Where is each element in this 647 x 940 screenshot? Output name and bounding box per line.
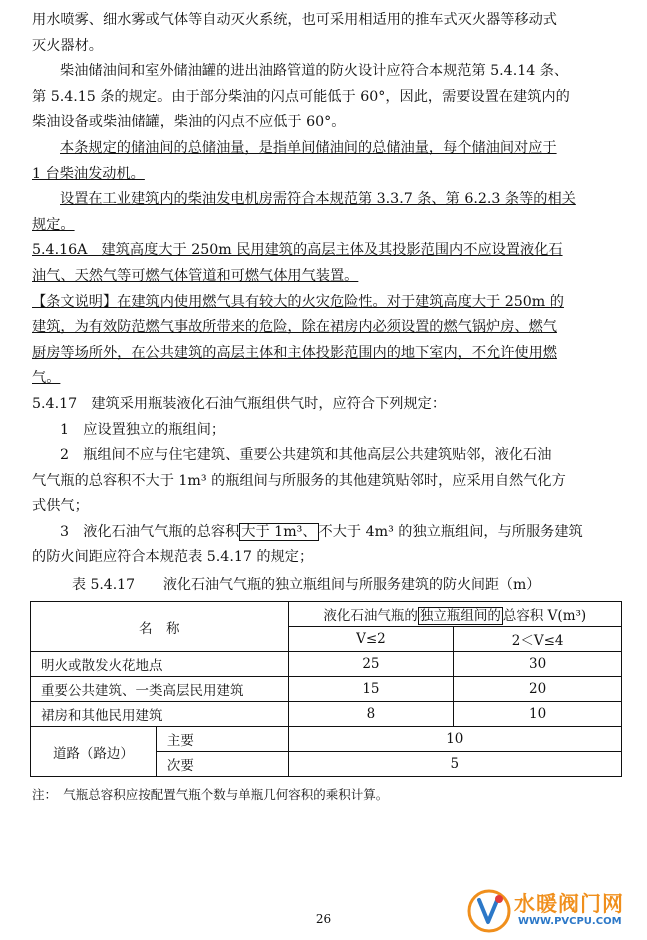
road-minor-label: 次要 bbox=[156, 752, 288, 777]
text-line bbox=[32, 187, 622, 213]
text-line: 第 5.4.15 条的规定。由于部分柴油的闪点可能低于 60°，因此，需要设置在建筑内的 bbox=[32, 88, 570, 105]
boxed-text: 独立瓶组间的 bbox=[419, 608, 501, 625]
clause-explanation-label: 【条文说明】 bbox=[32, 293, 118, 310]
watermark-logo-icon bbox=[466, 888, 512, 934]
row-name: 裙房和其他民用建筑 bbox=[31, 702, 289, 727]
cell-value: 8 bbox=[288, 702, 454, 727]
cell-value: 20 bbox=[454, 677, 622, 702]
table-note: 注： 气瓶总容积应按配置气瓶个数与单瓶几何容积的乘积计算。 bbox=[32, 787, 389, 803]
underlined-text: 油气、天然气等可燃气体管道和可燃气体用气装置。 bbox=[32, 267, 359, 284]
cell-value: 10 bbox=[454, 702, 622, 727]
text-line: 2 瓶组间不应与住宅建筑、重要公共建筑和其他高层公共建筑贴邻，液化石油 bbox=[60, 447, 552, 464]
underlined-text: 气。 bbox=[32, 370, 61, 387]
text-line: 柴油设备或柴油储罐，柴油的闪点不应低于 60°。 bbox=[32, 114, 346, 131]
text-line: 式供气； bbox=[32, 498, 89, 515]
table-row bbox=[31, 677, 622, 702]
page-number: 26 bbox=[315, 912, 332, 926]
text-line bbox=[32, 162, 622, 188]
text-line bbox=[32, 213, 622, 239]
cell-value: 30 bbox=[454, 652, 622, 677]
clause-5-4-16a bbox=[32, 238, 622, 264]
text-line bbox=[32, 520, 622, 546]
table-row bbox=[31, 702, 622, 727]
table-caption: 表 5.4.17 液化石油气气瓶的独立瓶组间与所服务建筑的防火间距（m） bbox=[72, 577, 541, 594]
row-name: 重要公共建筑、一类高层民用建筑 bbox=[31, 677, 289, 702]
document-body bbox=[32, 8, 622, 805]
text-line bbox=[32, 366, 622, 392]
watermark-brand: 水暖阀门网 bbox=[514, 892, 624, 916]
col-header-2-lt-v-le-4: 2＜V≤4 bbox=[454, 627, 622, 652]
boxed-text: 大于 1m³、 bbox=[241, 523, 317, 540]
underlined-text: 设置在工业建筑内的柴油发电机房需符合本规范第 3.3.7 条、第 6.2.3 条等的相关 bbox=[60, 191, 576, 208]
table-row bbox=[31, 727, 622, 752]
group-header bbox=[288, 602, 621, 627]
underlined-text: 规定。 bbox=[32, 216, 75, 233]
table-header-row bbox=[31, 602, 622, 627]
cell-value: 5 bbox=[288, 752, 621, 777]
text-segment: 不大于 4m³ 的独立瓶组间，与所服务建筑 bbox=[318, 523, 583, 540]
header-segment: 总容积 V(m³) bbox=[502, 608, 587, 625]
underlined-text: 建筑，为有效防范燃气事故所带来的危险，除在裙房内必须设置的燃气锅炉房、燃气 bbox=[32, 319, 557, 336]
underlined-text: 本条规定的储油间的总储油量，是指单间储油间的总储油量，每个储油间对应于 bbox=[60, 139, 557, 156]
underlined-text: 1 台柴油发动机。 bbox=[32, 165, 145, 182]
table-row bbox=[31, 652, 622, 677]
cell-value: 10 bbox=[288, 727, 621, 752]
text-line bbox=[32, 136, 622, 162]
text-line bbox=[32, 264, 622, 290]
cell-value: 25 bbox=[288, 652, 454, 677]
row-name: 明火或散发火花地点 bbox=[31, 652, 289, 677]
text-line bbox=[32, 341, 622, 367]
name-header: 名 称 bbox=[31, 602, 289, 652]
fire-distance-table bbox=[30, 601, 622, 777]
road-main-label: 主要 bbox=[156, 727, 288, 752]
text-line: 柴油储油间和室外储油罐的进出油路管道的防火设计应符合本规范第 5.4.14 条、 bbox=[60, 63, 569, 80]
text-line bbox=[32, 290, 622, 316]
text-line: 灭火器材。 bbox=[32, 37, 103, 54]
text-line: 用水喷雾、细水雾或气体等自动灭火系统，也可采用相适用的推车式灭火器等移动式 bbox=[32, 12, 557, 28]
text-line bbox=[32, 315, 622, 341]
watermark bbox=[466, 886, 641, 936]
underlined-text: 厨房等场所外，在公共建筑的高层主体和主体投影范围内的地下室内，不允许使用燃 bbox=[32, 344, 557, 361]
clause-5-4-17: 5.4.17 建筑采用瓶装液化石油气瓶组供气时，应符合下列规定： bbox=[32, 395, 447, 412]
text-segment: 3 液化石油气气瓶的总容积 bbox=[60, 523, 240, 540]
header-segment: 液化石油气瓶的 bbox=[323, 608, 418, 625]
underlined-text: 在建筑内使用燃气具有较大的火灾危险性。对于建筑高度大于 250m 的 bbox=[117, 293, 564, 310]
text-line: 1 应设置独立的瓶组间； bbox=[60, 421, 226, 438]
watermark-url: WWW.PVCPU.COM bbox=[518, 916, 622, 927]
cell-value: 15 bbox=[288, 677, 454, 702]
col-header-v-le-2: V≤2 bbox=[288, 627, 454, 652]
text-line: 的防火间距应符合本规范表 5.4.17 的规定； bbox=[32, 549, 314, 566]
underlined-text: 5.4.16A 建筑高度大于 250m 民用建筑的高层主体及其投影范围内不应设置液化石 bbox=[32, 242, 563, 259]
road-label: 道路（路边） bbox=[31, 727, 157, 777]
text-line: 气气瓶的总容积不大于 1m³ 的瓶组间与所服务的其他建筑贴邻时，应采用自然气化方 bbox=[32, 472, 566, 489]
